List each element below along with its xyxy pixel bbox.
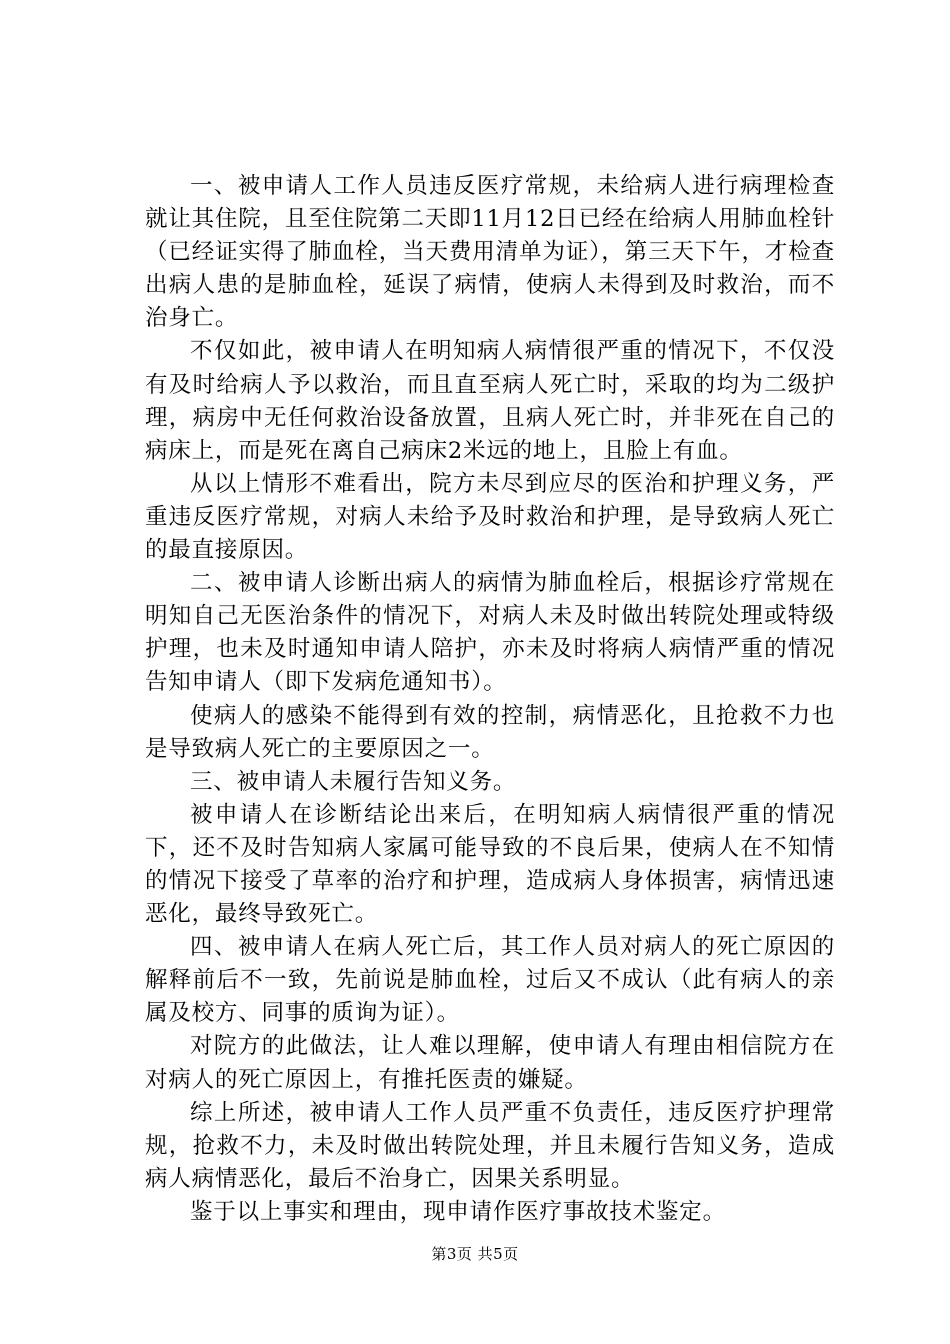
paragraph-9: 对院方的此做法，让人难以理解，使申请人有理由相信院方在对病人的死亡原因上，有推托医责的嫌疑。 xyxy=(145,1033,835,1093)
document-body xyxy=(145,170,835,1229)
paragraph-6: 三、被申请人未履行告知义务。 xyxy=(190,768,517,795)
paragraph-7: 被申请人在诊断结论出来后，在明知病人病情很严重的情况下，还不及时告知病人家属可能导致的不良后果，使病人在不知情的情况下接受了草率的治疗和护理，造成病人身体损害，病情迅速恶化，最终导致死亡。 xyxy=(145,801,835,928)
paragraph-10: 综上所述，被申请人工作人员严重不负责任，违反医疗护理常规，抢救不力，未及时做出转院处理，并且未履行告知义务，造成病人病情恶化，最后不治身亡，因果关系明显。 xyxy=(145,1099,835,1192)
paragraph-5: 使病人的感染不能得到有效的控制，病情恶化，且抢救不力也是导致病人死亡的主要原因之一。 xyxy=(145,702,835,762)
paragraph-2: 不仅如此，被申请人在明知病人病情很严重的情况下，不仅没有及时给病人予以救治，而且直至病人死亡时，采取的均为二级护理，病房中无任何救治设备放置，且病人死亡时，并非死在自己的病床上，而是死在离自己病床2米远的地上，且脸上有血。 xyxy=(145,338,835,464)
paragraph-4: 二、被申请人诊断出病人的病情为肺血栓后，根据诊疗常规在明知自己无医治条件的情况下，对病人未及时做出转院处理或特级护理，也未及时通知申请人陪护，亦未及时将病人病情严重的情况告知申请人（即下发病危通知书）。 xyxy=(145,570,835,696)
paragraph-8: 四、被申请人在病人死亡后，其工作人员对病人的死亡原因的解释前后不一致，先前说是肺血栓，过后又不成认（此有病人的亲属及校方、同事的质询为证）。 xyxy=(145,934,835,1027)
paragraph-11: 鉴于以上事实和理由，现申请作医疗事故技术鉴定。 xyxy=(190,1198,726,1225)
paragraph-3: 从以上情形不难看出，院方未尽到应尽的医治和护理义务，严重违反医疗常规，对病人未给予及时救治和护理，是导致病人死亡的最直接原因。 xyxy=(145,470,835,564)
paragraph-1: 一、被申请人工作人员违反医疗常规，未给病人进行病理检查就让其住院，且至住院第二天即11月12日已经在给病人用肺血栓针（已经证实得了肺血栓，当天费用清单为证），第三天下午，才检查出病人患的是肺血栓，延误了病情，使病人未得到及时救治，而不治身亡。 xyxy=(145,173,835,332)
page-number-footer: 第3页 共5页 xyxy=(431,1245,519,1263)
